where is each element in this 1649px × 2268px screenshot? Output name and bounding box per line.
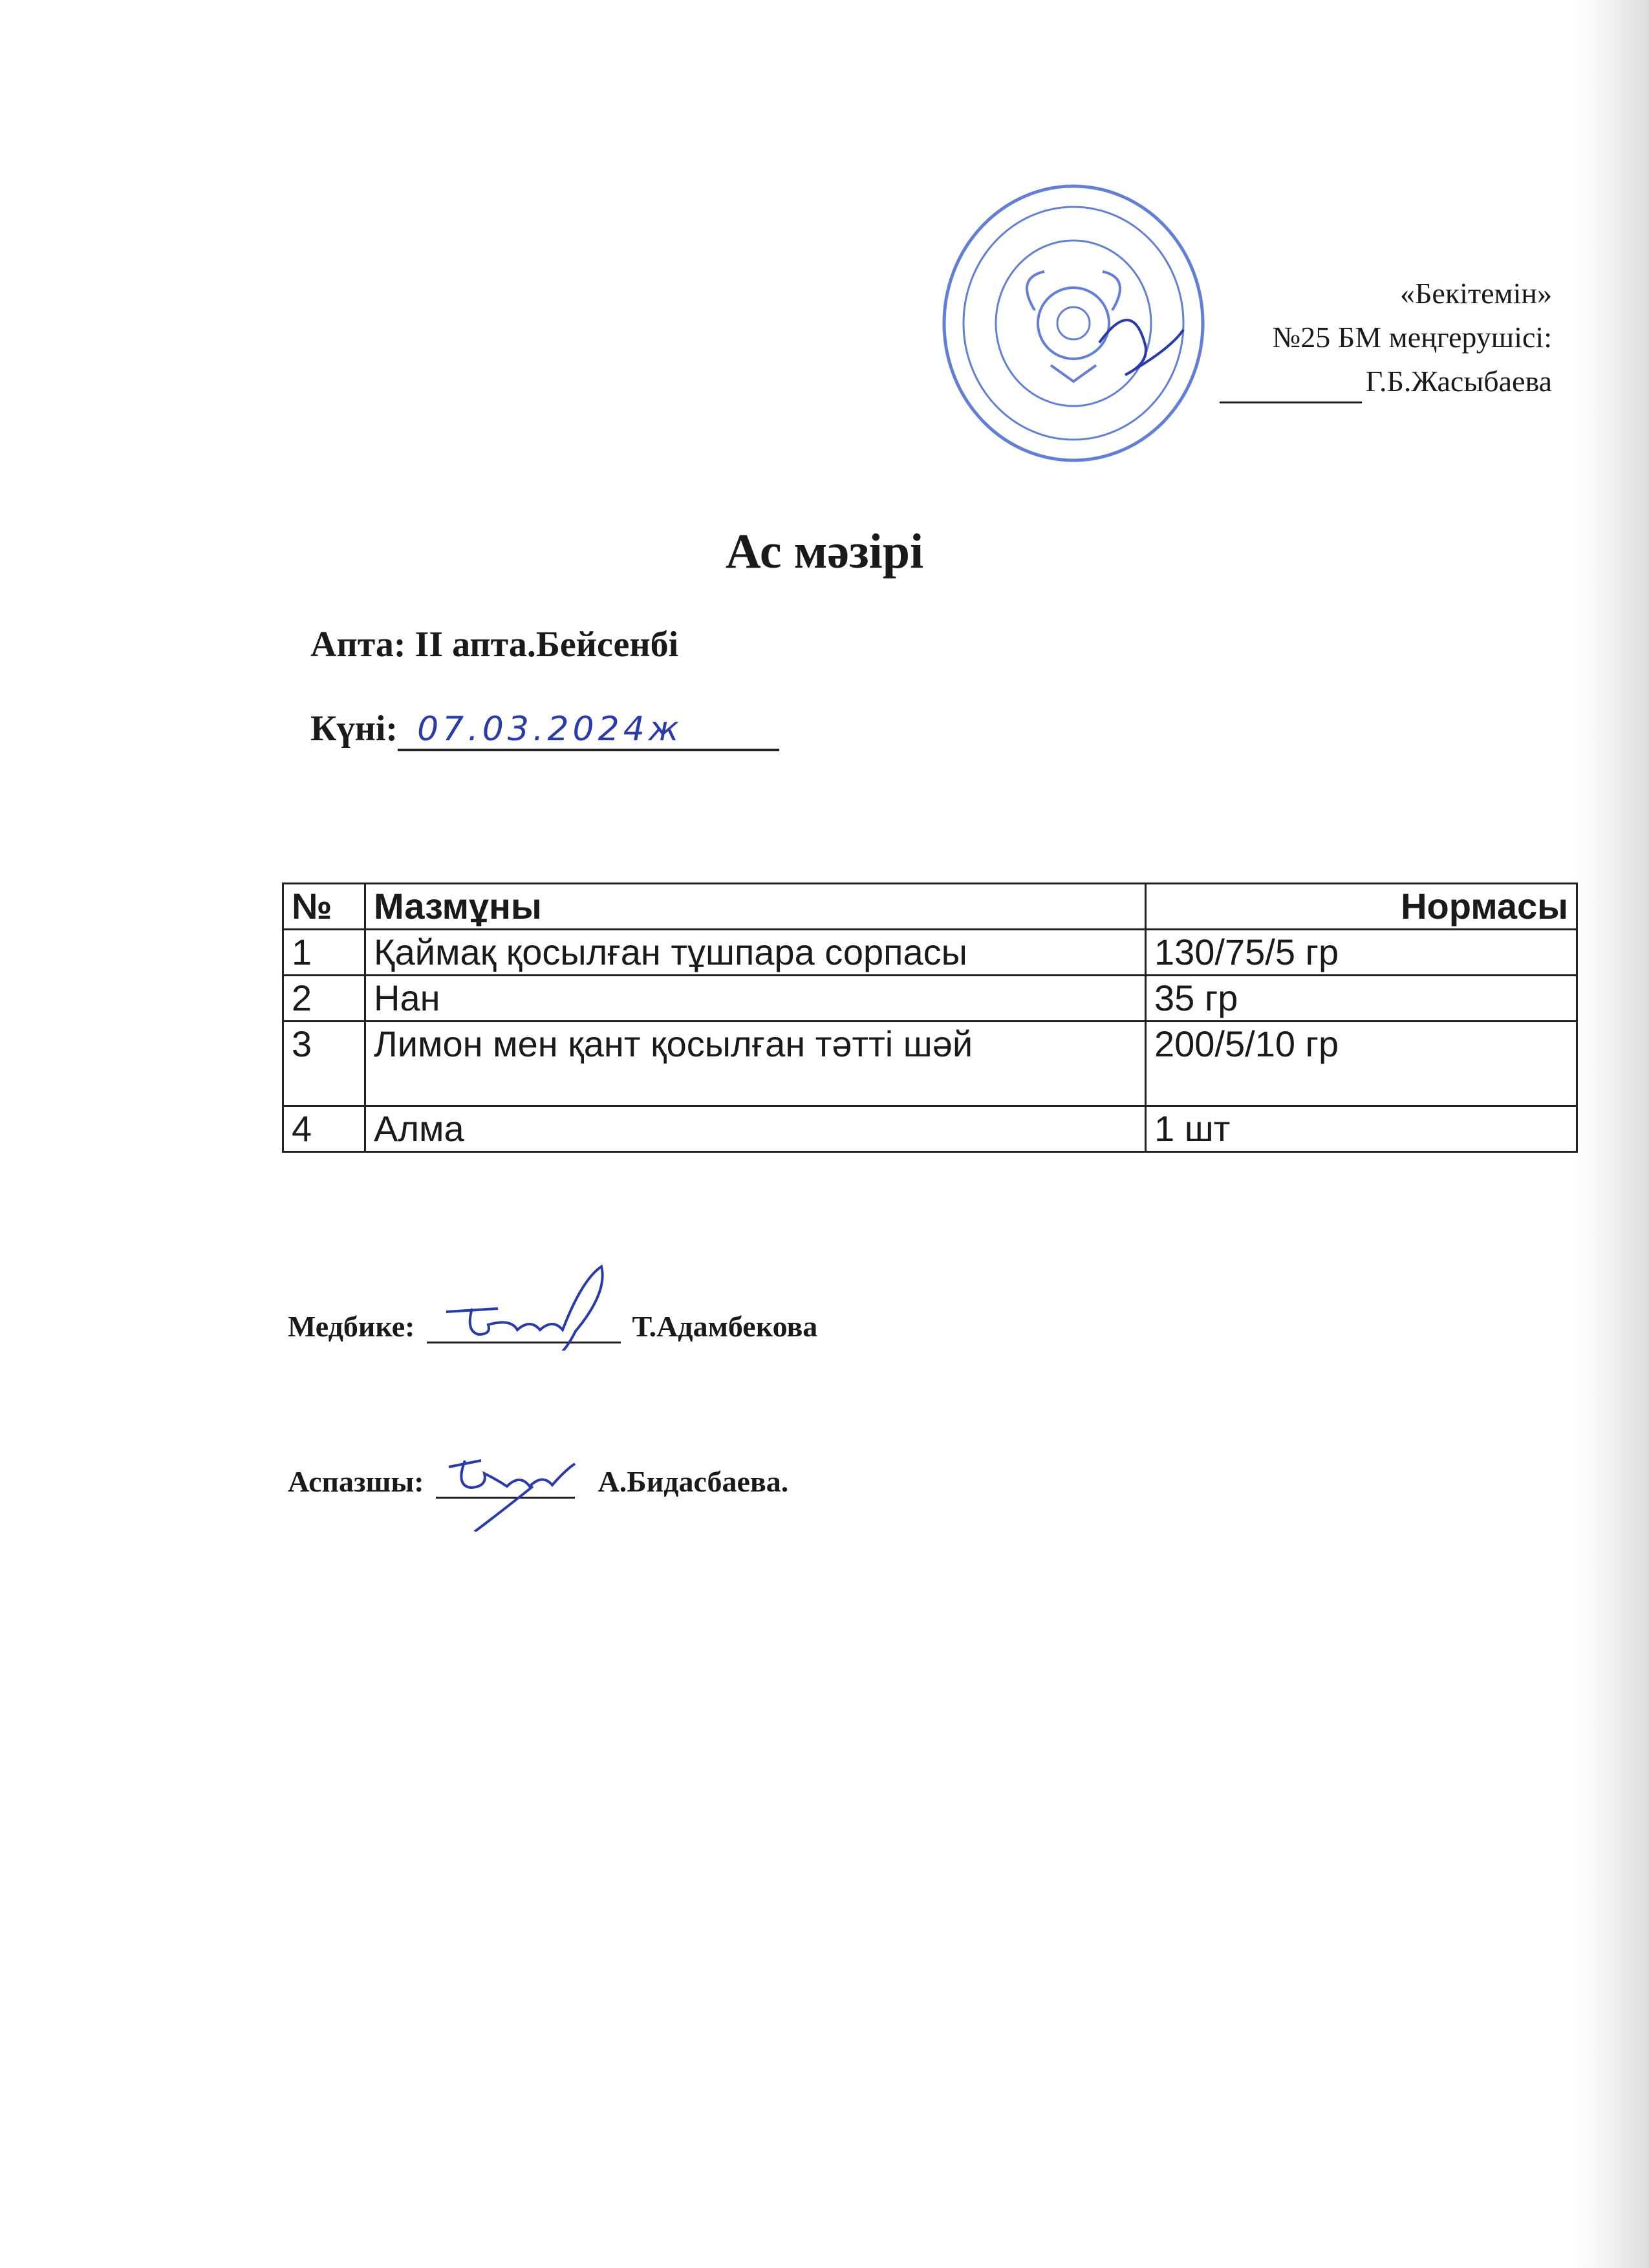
table-row (283, 1022, 1577, 1106)
header-norm: Нормасы (1146, 884, 1577, 930)
nurse-signature-line (288, 1309, 817, 1343)
document-title: Ас мәзірі (725, 524, 924, 579)
approval-position: №25 БМ меңгерушісі: (1272, 321, 1552, 354)
approval-signature-line (1220, 376, 1362, 403)
row-content: Қаймақ қосылған тұшпара сорпасы (365, 930, 1146, 976)
row-content: Алма (365, 1106, 1146, 1152)
date-line (310, 708, 779, 751)
nurse-handwritten-signature (427, 1254, 634, 1351)
date-label: Күні: (310, 709, 398, 749)
week-value: II апта.Бейсенбі (415, 625, 679, 665)
row-no: 2 (283, 976, 365, 1022)
cook-name: А.Бидасбаева. (598, 1465, 789, 1498)
cook-signature-blank (436, 1467, 575, 1499)
week-line (310, 624, 678, 665)
row-content: Нан (365, 976, 1146, 1022)
row-content: Лимон мен қант қосылған тәтті шәй (365, 1022, 1146, 1106)
row-no: 3 (283, 1022, 365, 1106)
header-content: Мазмұны (365, 884, 1146, 930)
nurse-name: Т.Адамбекова (632, 1310, 818, 1343)
row-norm: 1 шт (1146, 1106, 1577, 1152)
table-row (283, 976, 1577, 1022)
cook-label: Аспазшы: (288, 1465, 424, 1498)
row-norm: 200/5/10 гр (1146, 1022, 1577, 1106)
approval-block (1099, 272, 1552, 403)
scan-shadow-edge (1571, 0, 1649, 2268)
table-header-row (283, 884, 1577, 930)
cook-signature-line (288, 1464, 788, 1499)
approval-name: Г.Б.Жасыбаева (1365, 365, 1552, 398)
approval-name-line (1099, 359, 1552, 403)
row-norm: 35 гр (1146, 976, 1577, 1022)
header-no: № (283, 884, 365, 930)
table-row (283, 930, 1577, 976)
cook-handwritten-signature (436, 1409, 591, 1532)
row-norm: 130/75/5 гр (1146, 930, 1577, 976)
date-value: 07.03.2024ж (398, 710, 779, 751)
week-label: Апта: (310, 625, 406, 665)
menu-table (282, 883, 1578, 1153)
nurse-label: Медбике: (288, 1310, 415, 1343)
row-no: 1 (283, 930, 365, 976)
table-row (283, 1106, 1577, 1152)
approval-heading: «Бекітемін» (1400, 277, 1552, 310)
nurse-signature-blank (427, 1312, 621, 1343)
row-no: 4 (283, 1106, 365, 1152)
